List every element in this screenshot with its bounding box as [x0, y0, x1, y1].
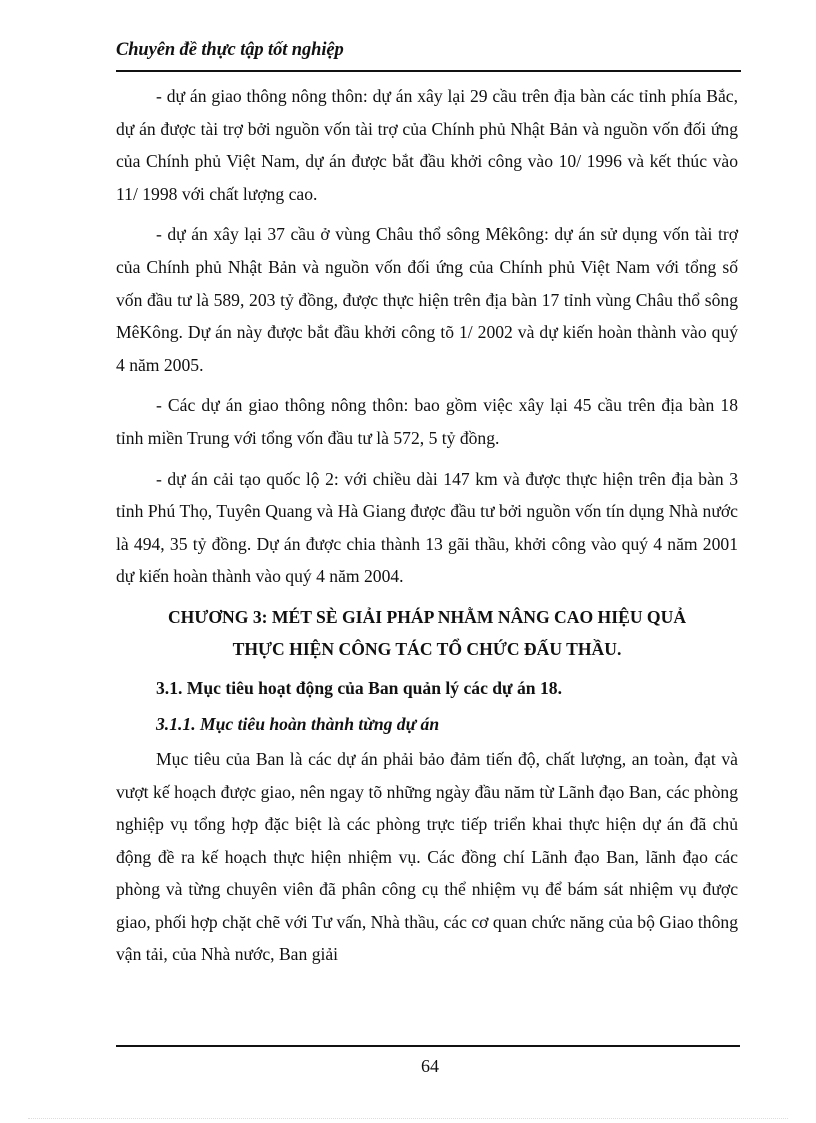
paragraph-central-bridges: - Các dự án giao thông nông thôn: bao gồm việc xây lại 45 cầu trên địa bàn 18 tỉnh miền Trung với tổng vốn đầu tư là 572, 5 tỷ đồng. [116, 395, 738, 448]
paragraph-highway-2: - dự án cải tạo quốc lộ 2: với chiều dài 147 km và được thực hiện trên địa bàn 3 tỉnh Phú Thọ, Tuyên Quang và Hà Giang được đầu tư bởi nguồn vốn tín dụng Nhà nước là 494, 35 tỷ đồng. Dự án được chia thành 13 gãi thầu, khởi công vào quý 4 năm 2001 dự kiến hoàn thành vào quý 4 năm 2004. [116, 468, 738, 587]
section-heading: 3.1. Mục tiêu hoạt động của Ban quản lý các dự án 18. [156, 677, 562, 698]
chapter-heading-line-2: THỰC HIỆN CÔNG TÁC TỔ CHỨC ĐẤU THẦU. [232, 638, 622, 659]
chapter-heading-line-1: CHƯƠNG 3: MÉT SÈ GIẢI PHÁP NHẰM NÂNG CAO HIỆU QUẢ [167, 606, 687, 627]
paragraph-mekong-bridges: - dự án xây lại 37 cầu ở vùng Châu thổ sông Mêkông: dự án sử dụng vốn tài trợ của Chính phủ Nhật Bản và nguồn vốn đối ứng của Chính phủ Việt Nam với tổng số vốn đầu tư là 589, 203 tỷ đồng, được thực hiện trên địa bàn 17 tỉnh vùng Châu thổ sông MêKông. Dự án này được bắt đầu khởi công tõ 1/ 2002 và dự kiến hoàn thành vào quý 4 năm 2005. [116, 224, 738, 375]
footer-divider [116, 1045, 740, 1047]
page-number: 64 [421, 1056, 439, 1076]
paragraph-objectives: Mục tiêu của Ban là các dự án phải bảo đảm tiến độ, chất lượng, an toàn, đạt và vượt kế hoạch được giao, nên ngay tõ những ngày đầu năm từ Lãnh đạo Ban, các phòng nghiệp vụ tổng hợp đặc biệt là các phòng trực tiếp triển khai thực hiện dự án đã chủ động đề ra kế hoạch thực hiện nhiệm vụ. Các đồng chí Lãnh đạo Ban, lãnh đạo các phòng và từng chuyên viên đã phân công cụ thể nhiệm vụ để bám sát nhiệm vụ được giao, phối hợp chặt chẽ với Tư vấn, Nhà thầu, các cơ quan chức năng của bộ Giao thông vận tải, của Nhà nước, Ban giải [116, 748, 738, 965]
subsection-heading: 3.1.1. Mục tiêu hoàn thành từng dự án [156, 713, 440, 734]
page-content [116, 80, 738, 979]
header-title: Chuyên đề thực tập tốt nghiệp [116, 40, 344, 60]
chapter-heading [116, 601, 738, 665]
page-header [116, 36, 741, 72]
page-bottom-border [28, 1118, 788, 1119]
paragraph-rural-transport: - dự án giao thông nông thôn: dự án xây lại 29 cầu trên địa bàn các tỉnh phía Bắc, dự án được tài trợ bởi nguồn vốn tài trợ của Chính phủ Nhật Bản và nguồn vốn đối ứng của Chính phủ Việt Nam, dự án được bắt đầu khởi công vào 10/ 1996 và kết thúc vào 11/ 1998 với chất lượng cao. [116, 86, 738, 204]
